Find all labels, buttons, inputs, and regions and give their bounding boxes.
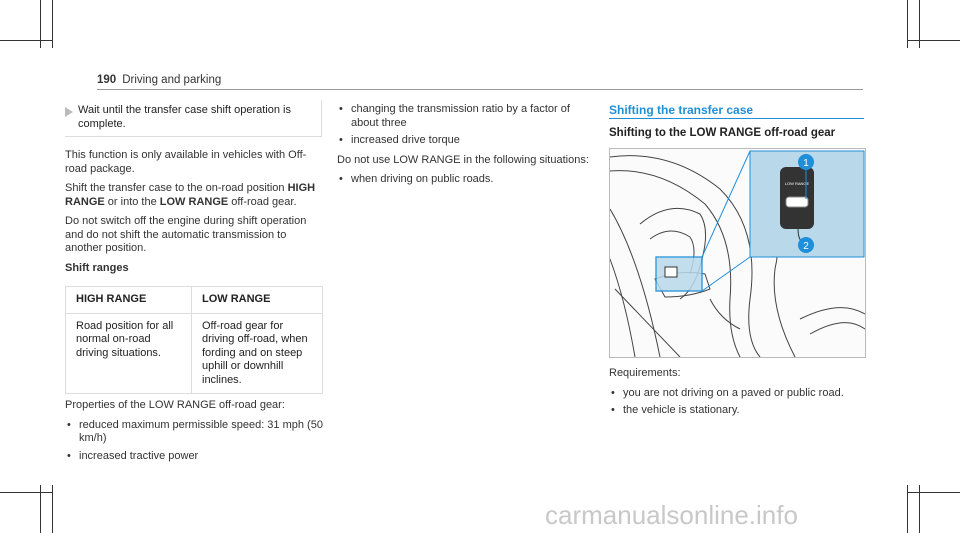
crop-mark xyxy=(52,485,53,533)
text-span: or into the xyxy=(104,195,160,208)
section-title: Shifting the transfer case xyxy=(609,103,754,117)
play-arrow-icon xyxy=(65,107,73,117)
crop-mark xyxy=(52,0,53,48)
button-label: LOW RANGE xyxy=(784,181,810,186)
situations-warning: Do not use LOW RANGE in the following situations: xyxy=(337,153,589,166)
list-item: • when driving on public roads. xyxy=(337,173,595,187)
callout-1-label: 1 xyxy=(803,158,809,169)
list-item: • changing the transmission ratio by a factor of about three xyxy=(337,103,595,130)
callout-2-label: 2 xyxy=(803,241,809,252)
section-name: Driving and parking xyxy=(122,74,222,86)
properties-intro: Properties of the LOW RANGE off-road gear: xyxy=(65,399,285,411)
crop-mark xyxy=(0,40,52,41)
watermark: carmanualsonline.info xyxy=(545,500,798,530)
section-divider xyxy=(609,118,864,119)
table-row xyxy=(66,313,323,394)
crop-mark xyxy=(908,492,960,493)
table-cell: Off-road gear for driving off-road, when fording and on steep uphill or downhill inclines. xyxy=(192,313,323,394)
list-item: • the vehicle is stationary. xyxy=(609,404,867,418)
subsection-title: Shifting to the LOW RANGE off-road gear xyxy=(609,127,836,139)
requirements-label: Requirements: xyxy=(609,367,681,379)
highlight-box xyxy=(656,257,702,291)
properties-block xyxy=(65,399,323,467)
ranges-table xyxy=(65,286,323,394)
text-span: off-road gear. xyxy=(228,195,297,208)
console-illustration xyxy=(609,148,866,358)
list-item: • increased tractive power xyxy=(65,450,323,464)
crop-mark xyxy=(908,40,960,41)
list-item: • you are not driving on a paved or public road. xyxy=(609,387,867,401)
ranges-heading: Shift ranges xyxy=(65,261,129,274)
col-header: HIGH RANGE xyxy=(66,287,192,314)
engine-warning: Do not switch off the engine during shift operation and do not shift the automatic transmission to another position. xyxy=(65,215,307,254)
page-header xyxy=(97,74,221,86)
header-divider xyxy=(97,89,863,90)
table-header-row xyxy=(66,287,323,314)
console-drawing xyxy=(610,149,865,357)
table-cell: Road position for all normal on-road driving situations. xyxy=(66,313,192,394)
page-number: 190 xyxy=(97,74,117,86)
crop-mark xyxy=(0,492,52,493)
left-column xyxy=(65,149,323,281)
list-item: • increased drive torque xyxy=(337,134,595,148)
col-header: LOW RANGE xyxy=(192,287,323,314)
middle-column xyxy=(337,103,595,191)
low-range-term: LOW RANGE xyxy=(159,195,229,208)
text-span: Shift the transfer case to the on-road position xyxy=(65,182,288,194)
note-text: Wait until the transfer case shift operation is complete. xyxy=(78,104,291,130)
intro-paragraph: This function is only available in vehicles with Off-road package. xyxy=(65,149,307,175)
list-item: • reduced maximum permissible speed: 31 mph (50 km/h) xyxy=(65,419,323,446)
shift-paragraph xyxy=(65,182,323,209)
requirements-block xyxy=(609,367,867,422)
high-range-term: HIGH RANGE xyxy=(65,182,316,208)
